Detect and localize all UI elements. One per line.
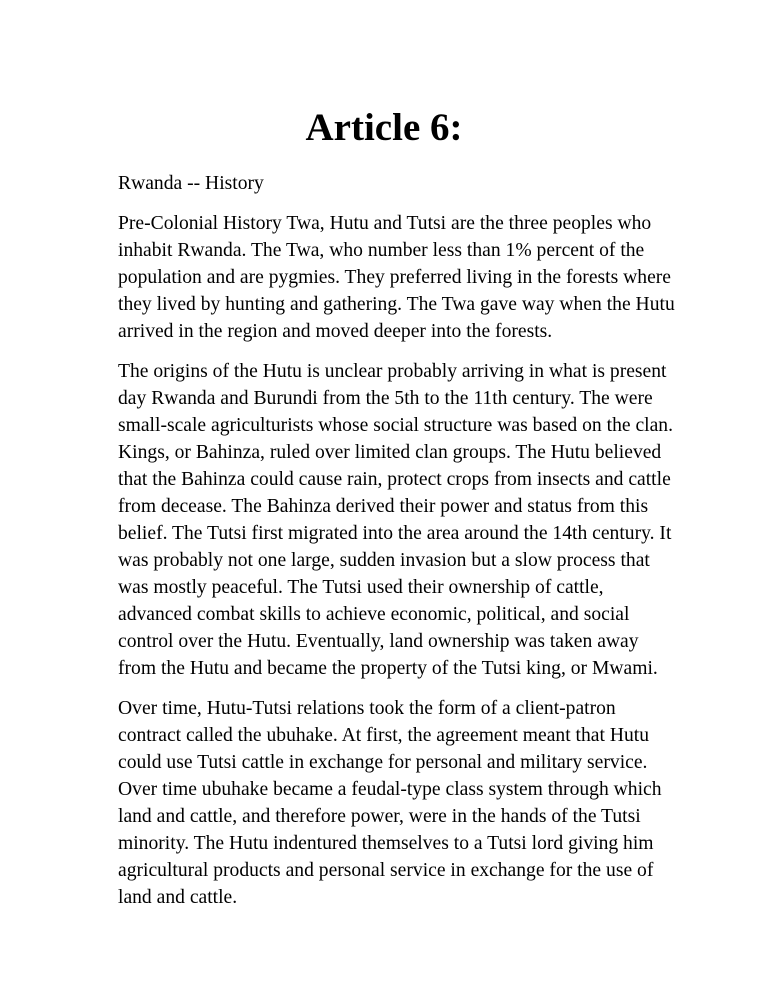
paragraph-hutu-origins: The origins of the Hutu is unclear probably arriving in what is present day Rwanda and Burundi from the 5th to the 11th century. The were small-scale agriculturists whose social structure was based on the clan. Kings, or Bahinza, ruled over limited clan groups. The Hutu believed that the Bahinza could cause rain, protect crops from insects and cattle from decease. The Bahinza derived their power and status from this belief. The Tutsi first migrated into the area around the 14th century. It was probably not one large, sudden invasion but a slow process that was mostly peaceful. The Tutsi used their ownership of cattle, advanced combat skills to achieve economic, political, and social control over the Hutu. Eventually, land ownership was taken away from the Hutu and became the property of the Tutsi king, or Mwami. — [118, 361, 673, 679]
paragraph-ubuhake: Over time, Hutu-Tutsi relations took the form of a client-patron contract called the ubuhake. At first, the agreement meant that Hutu could use Tutsi cattle in exchange for personal and military service. Over time ubuhake became a feudal-type class system through which land and cattle, and therefore power, were in the hands of the Tutsi minority. The Hutu indentured themselves to a Tutsi lord giving him agricultural products and personal service in exchange for the use of land and cattle. — [118, 698, 662, 908]
article-body — [118, 170, 678, 924]
article-subtitle: Rwanda -- History — [118, 173, 264, 194]
paragraph-precolonial: Pre-Colonial History Twa, Hutu and Tutsi are the three peoples who inhabit Rwanda. The Twa, who number less than 1% percent of the population and are pygmies. They preferred living in the forests where they lived by hunting and gathering. The Twa gave way when the Hutu arrived in the region and moved deeper into the forests. — [118, 213, 675, 342]
article-title: Article 6: — [305, 106, 463, 149]
